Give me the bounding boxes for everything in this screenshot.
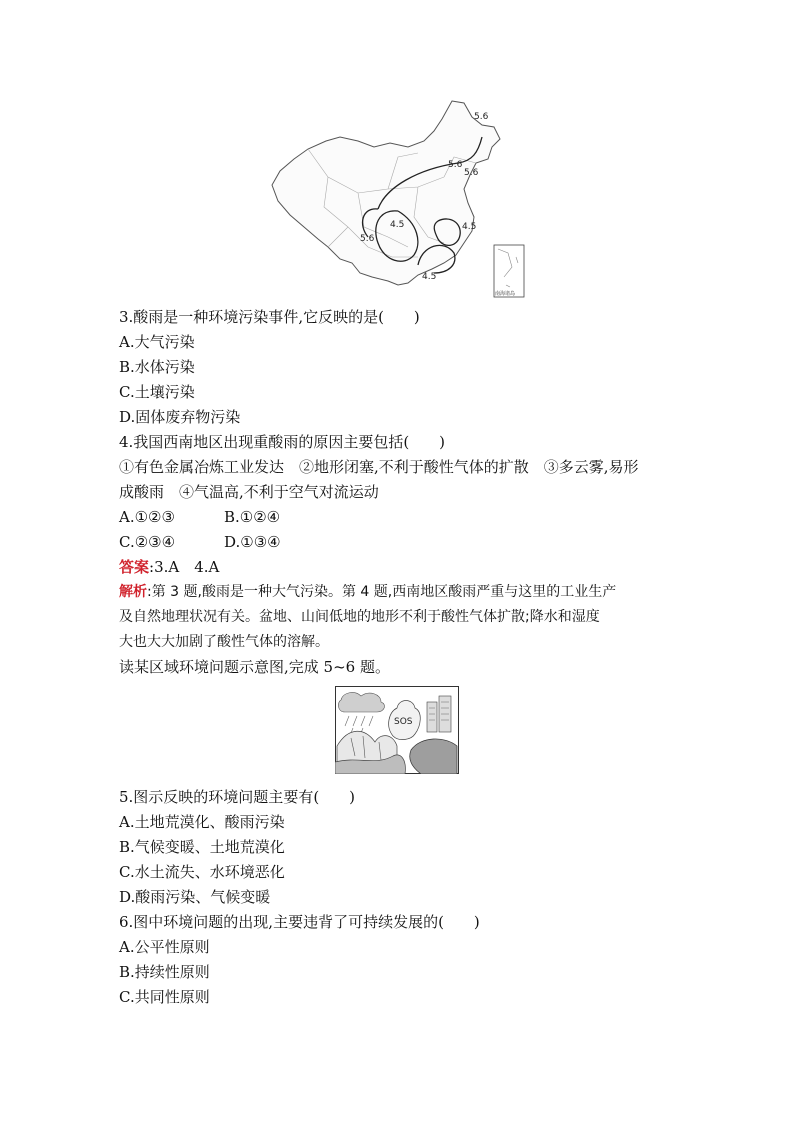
answer-text: :3.A 4.A bbox=[149, 558, 220, 576]
question-4-option: A.①②③ bbox=[119, 508, 175, 526]
question-6-option: A.公平性原则 bbox=[119, 938, 210, 956]
question-4-option: B.①②④ bbox=[224, 508, 281, 526]
isoline-label: 4.5 bbox=[422, 272, 437, 282]
question-6-option: B.持续性原则 bbox=[119, 963, 210, 981]
question-4-statements: ①有色金属冶炼工业发达 ②地形闭塞,不利于酸性气体的扩散 ③多云雾,易形 bbox=[119, 458, 639, 476]
inset-label: 南海诸岛 bbox=[495, 291, 516, 297]
analysis-text: 及自然地理状况有关。盆地、山间低地的地形不利于酸性气体扩散;降水和湿度 bbox=[119, 609, 600, 625]
sos-sign: SOS bbox=[394, 717, 413, 727]
analysis-label: 解析 bbox=[119, 584, 147, 600]
isoline-label: 5.6 bbox=[360, 234, 375, 244]
question-3-option: D.固体废弃物污染 bbox=[119, 408, 241, 426]
question-5-option: A.土地荒漠化、酸雨污染 bbox=[119, 813, 285, 831]
question-3-option: A.大气污染 bbox=[119, 333, 195, 351]
isoline-label: 4.5 bbox=[462, 222, 477, 232]
question-4-stem: 4.我国西南地区出现重酸雨的原因主要包括( ) bbox=[119, 433, 446, 451]
isoline-label: 5.6 bbox=[448, 160, 463, 170]
question-4-option: D.①③④ bbox=[224, 533, 281, 551]
analysis-text: :第 3 题,酸雨是一种大气污染。第 4 题,西南地区酸雨严重与这里的工业生产 bbox=[147, 584, 617, 600]
rain-clouds bbox=[338, 693, 384, 712]
analysis-text: 大也大大加剧了酸性气体的溶解。 bbox=[119, 634, 329, 650]
question-6-stem: 6.图中环境问题的出现,主要违背了可持续发展的( ) bbox=[119, 913, 480, 931]
question-3-option: B.水体污染 bbox=[119, 358, 195, 376]
question-4-options-row bbox=[119, 532, 281, 552]
question-5-option: D.酸雨污染、气候变暖 bbox=[119, 888, 271, 906]
analysis-line bbox=[119, 582, 616, 602]
question-5-stem: 5.图示反映的环境问题主要有( ) bbox=[119, 788, 356, 806]
isoline-label: 5.6 bbox=[464, 168, 479, 178]
answer-line bbox=[119, 557, 219, 577]
china-acid-rain-map bbox=[268, 97, 528, 301]
question-3-stem: 3.酸雨是一种环境污染事件,它反映的是( ) bbox=[119, 308, 420, 326]
answer-label: 答案 bbox=[119, 558, 150, 576]
question-4-options-row bbox=[119, 507, 280, 527]
question-5-option: C.水土流失、水环境恶化 bbox=[119, 863, 285, 881]
environment-scene-illustration bbox=[335, 686, 459, 774]
section-intro: 读某区域环境问题示意图,完成 5~6 题。 bbox=[119, 658, 390, 676]
question-5-option: B.气候变暖、土地荒漠化 bbox=[119, 838, 285, 856]
question-3-option: C.土壤污染 bbox=[119, 383, 195, 401]
isoline-label: 5.6 bbox=[474, 112, 489, 122]
question-4-option: C.②③④ bbox=[119, 533, 176, 551]
desert-land bbox=[410, 739, 457, 774]
china-outline bbox=[272, 101, 500, 285]
isoline-label: 4.5 bbox=[390, 220, 405, 230]
factory-building bbox=[427, 702, 437, 732]
question-4-statements: 成酸雨 ④气温高,不利于空气对流运动 bbox=[119, 483, 379, 501]
question-6-option: C.共同性原则 bbox=[119, 988, 210, 1006]
